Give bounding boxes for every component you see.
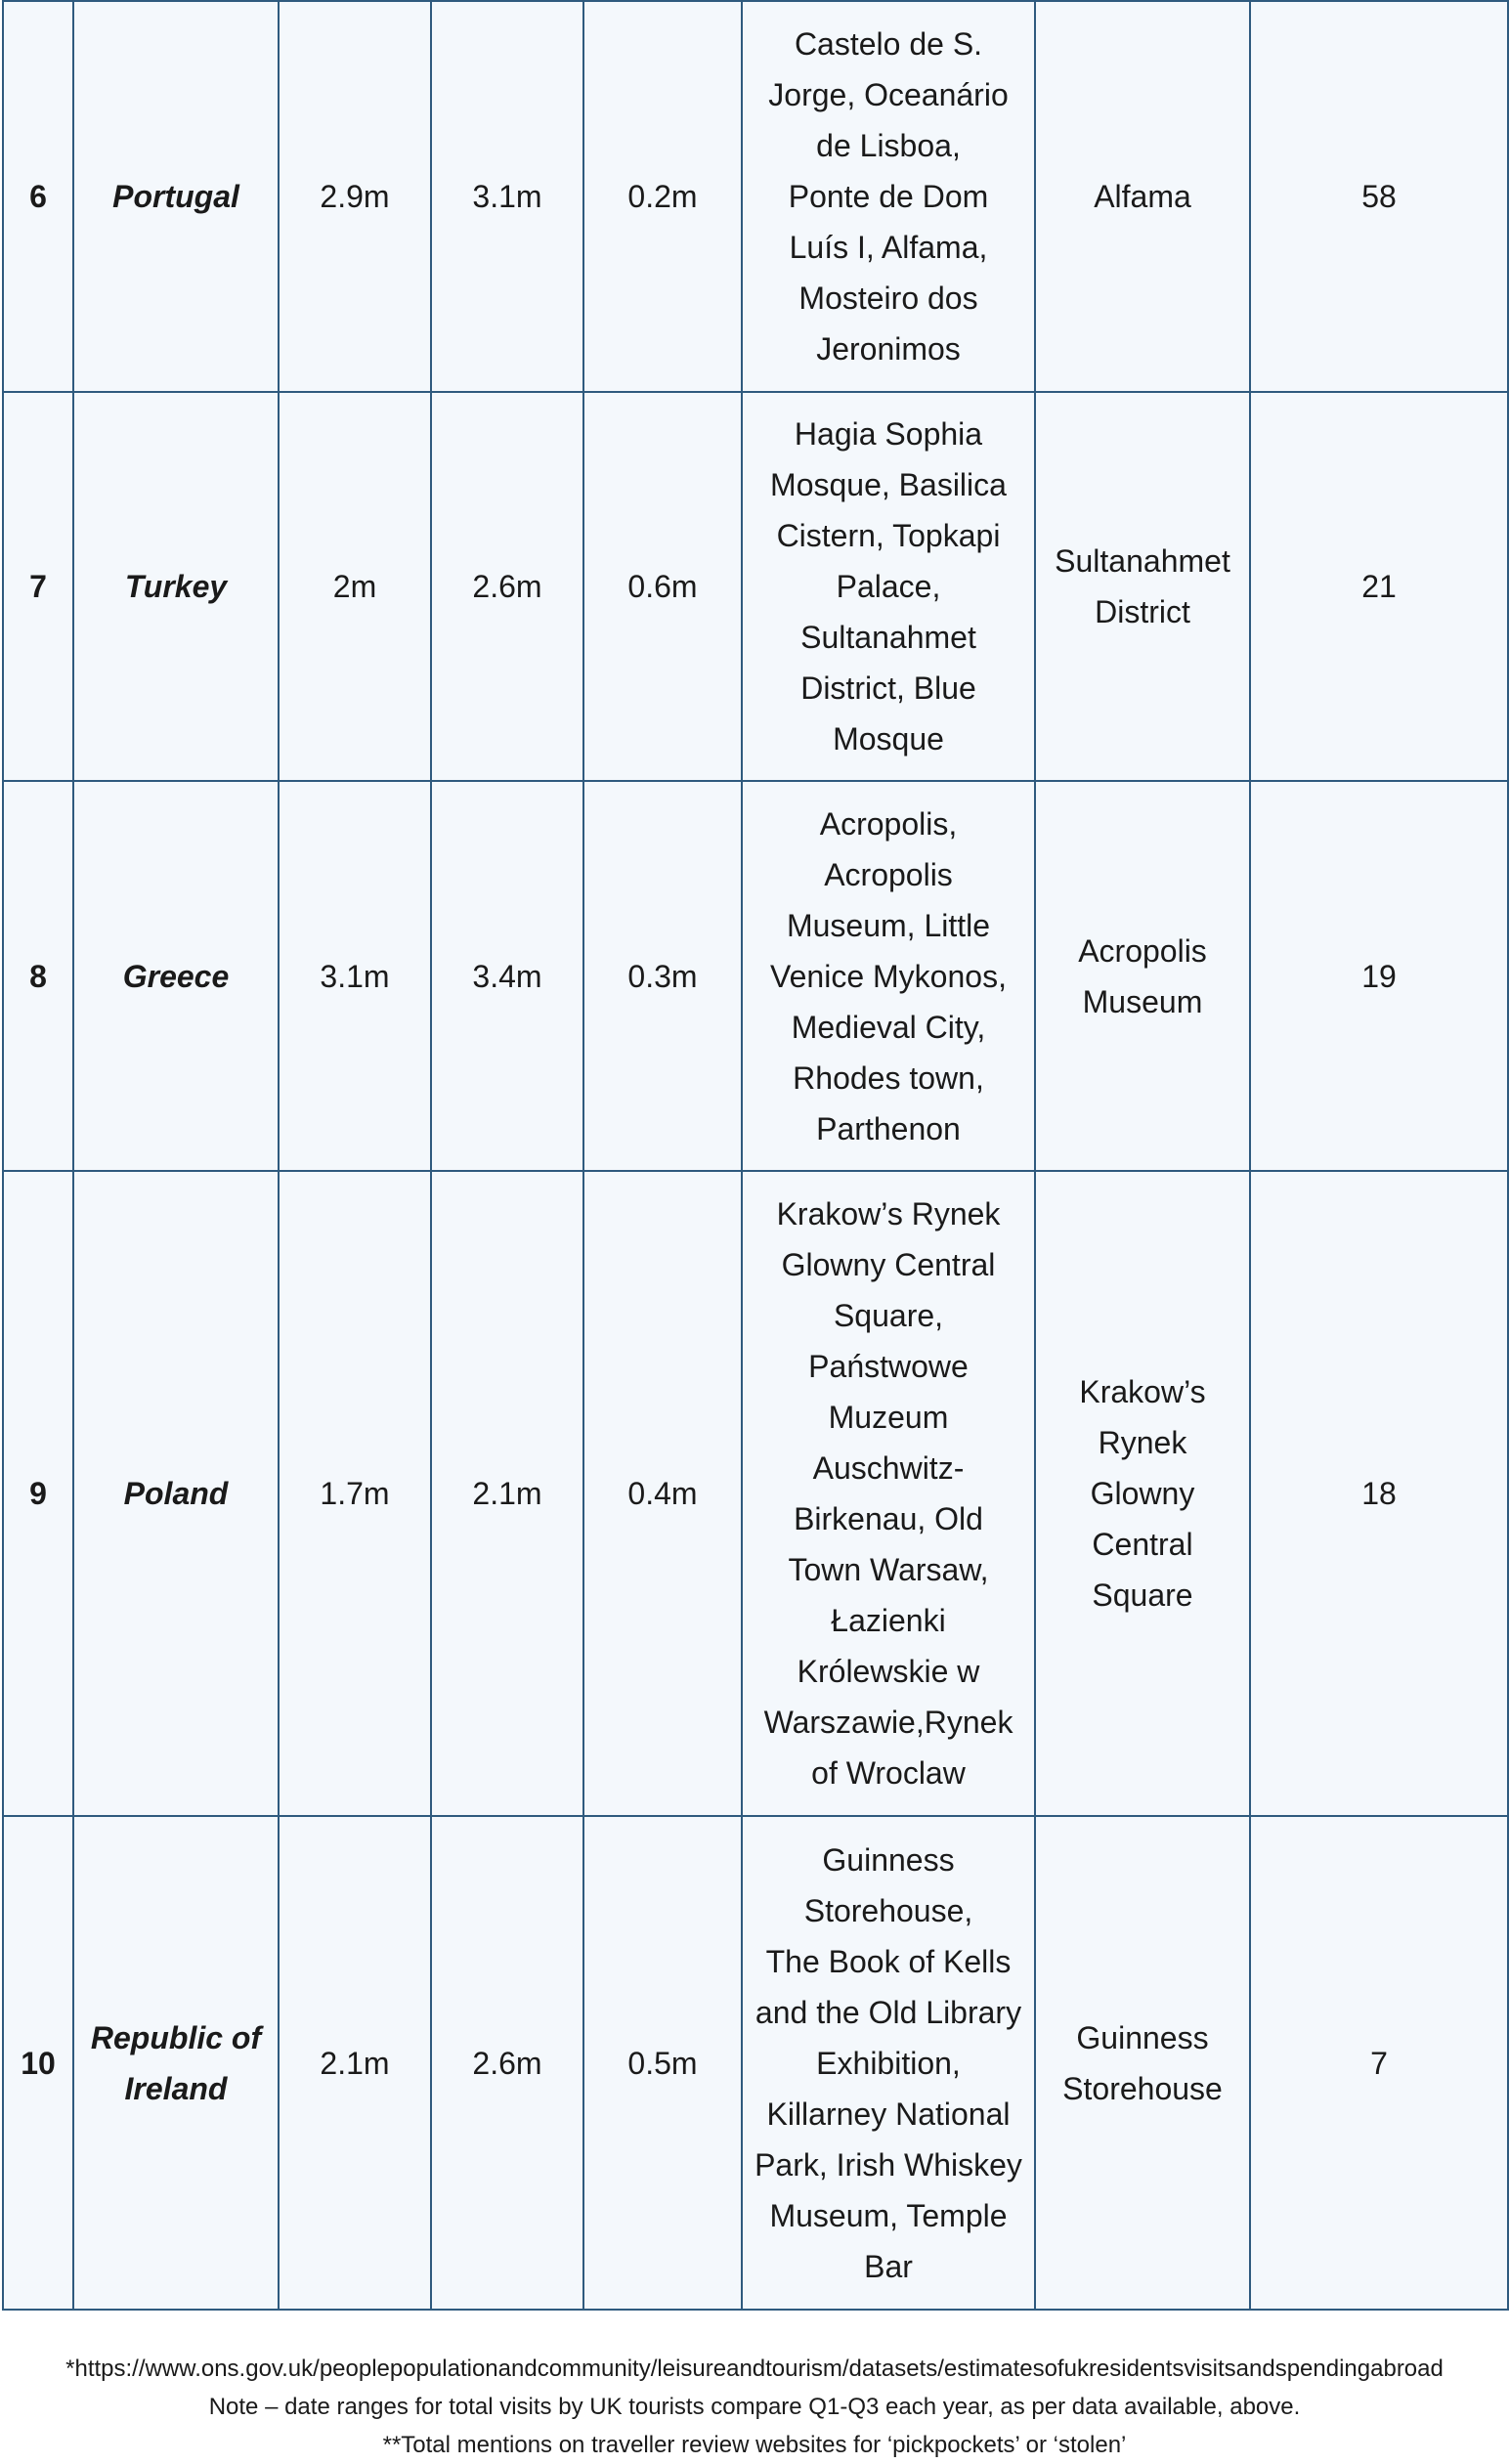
rank-cell: 9: [3, 1171, 73, 1816]
hotspot-line: Krakow’s: [1079, 1374, 1206, 1409]
attractions-line: Mosque, Basilica: [770, 467, 1007, 502]
attractions-line: Acropolis,: [819, 805, 958, 842]
attractions-line: Luís I, Alfama,: [789, 230, 988, 265]
hotspot-line: District: [1095, 594, 1190, 629]
table-row: [3, 1816, 1508, 2310]
attractions-line: Palace,: [836, 569, 941, 604]
attractions-line: Exhibition,: [816, 2045, 961, 2081]
attractions-line: Rhodes town,: [793, 1059, 984, 1096]
hotspot-line: Rynek: [1098, 1425, 1187, 1460]
attractions-line: Parthenon: [816, 1110, 961, 1146]
source-footnote: *https://www.ons.gov.uk/peoplepopulationandcommunity/leisureandtourism/datasets/estimatesofukresidentsvisitsandspendingabroad: [65, 2356, 1444, 2382]
destinations-table: [2, 0, 1509, 2311]
hotspot-line: Sultanahmet: [1055, 543, 1230, 579]
attractions-line: Acropolis: [824, 856, 953, 892]
mentions-footnote: **Total mentions on traveller review websites for ‘pickpockets’ or ‘stolen’: [382, 2432, 1127, 2458]
value-a-cell: 2.9m: [279, 1, 431, 392]
attractions-line: Mosque: [833, 721, 944, 756]
attractions-cell: [742, 781, 1035, 1171]
value-b-cell: 2.6m: [431, 392, 583, 781]
rank-cell: 8: [3, 781, 73, 1171]
hotspot-line: Glowny: [1090, 1476, 1195, 1511]
value-c-cell: 0.6m: [583, 392, 742, 781]
hotspot-line: Guinness: [1076, 2019, 1209, 2055]
table-row: [3, 781, 1508, 1171]
value-b-cell: 3.1m: [431, 1, 583, 392]
attractions-line: Museum, Temple: [769, 2197, 1008, 2233]
value-a-cell: 3.1m: [279, 781, 431, 1171]
attractions-cell: [742, 1, 1035, 392]
hotspot-line: Museum: [1082, 983, 1203, 1019]
attractions-line: of Wroclaw: [811, 1755, 966, 1791]
attractions-cell: [742, 392, 1035, 781]
country-cell: Greece: [73, 781, 279, 1171]
hotspot-line: Square: [1092, 1578, 1193, 1613]
attractions-line: Jeronimos: [816, 331, 961, 367]
mentions-cell: 18: [1250, 1171, 1508, 1816]
table-row: [3, 392, 1508, 781]
mentions-cell: 19: [1250, 781, 1508, 1171]
mentions-cell: 7: [1250, 1816, 1508, 2310]
attractions-line: Krakow’s Rynek: [776, 1196, 1001, 1232]
attractions-line: de Lisboa,: [816, 128, 961, 163]
attractions-line: Birkenau, Old: [794, 1501, 983, 1536]
hotspot-line: Acropolis: [1078, 932, 1207, 969]
attractions-cell: [742, 1171, 1035, 1816]
attractions-line: Museum, Little: [786, 907, 991, 943]
footnotes: [0, 2350, 1509, 2464]
rank-cell: 6: [3, 1, 73, 392]
hotspot-cell: [1035, 1816, 1250, 2310]
hotspot-line: Central: [1092, 1527, 1193, 1562]
country-cell: [73, 1816, 279, 2310]
attractions-line: and the Old Library: [754, 1994, 1022, 2030]
rank-cell: 10: [3, 1816, 73, 2310]
attractions-line: Square,: [833, 1298, 944, 1333]
country-line: Republic of: [90, 2019, 262, 2055]
country-cell: Poland: [73, 1171, 279, 1816]
mentions-cell: 21: [1250, 392, 1508, 781]
attractions-line: Cistern, Topkapi: [776, 518, 1001, 553]
attractions-line: Państwowe: [808, 1349, 969, 1384]
hotspot-cell: [1035, 392, 1250, 781]
rank-cell: 7: [3, 392, 73, 781]
mentions-cell: 58: [1250, 1, 1508, 392]
country-cell: Turkey: [73, 392, 279, 781]
attractions-line: Hagia Sophia: [794, 416, 983, 452]
value-a-cell: 1.7m: [279, 1171, 431, 1816]
country-cell: Portugal: [73, 1, 279, 392]
country-line: Ireland: [124, 2070, 228, 2106]
attractions-line: Castelo de S.: [794, 26, 983, 62]
value-c-cell: 0.4m: [583, 1171, 742, 1816]
value-c-cell: 0.5m: [583, 1816, 742, 2310]
attractions-line: Sultanahmet: [800, 620, 976, 655]
attractions-line: Auschwitz-: [812, 1450, 965, 1486]
value-b-cell: 3.4m: [431, 781, 583, 1171]
hotspot-cell: [1035, 781, 1250, 1171]
attractions-line: Mosteiro dos: [798, 281, 978, 316]
attractions-line: Łazienki: [831, 1603, 946, 1638]
table-row: [3, 1, 1508, 392]
attractions-line: Killarney National: [766, 2096, 1011, 2132]
table-row: [3, 1171, 1508, 1816]
value-b-cell: 2.6m: [431, 1816, 583, 2310]
value-c-cell: 0.2m: [583, 1, 742, 392]
value-a-cell: 2m: [279, 392, 431, 781]
hotspot-cell: [1035, 1171, 1250, 1816]
attractions-cell: [742, 1816, 1035, 2310]
attractions-line: Venice Mykonos,: [770, 958, 1007, 994]
attractions-line: The Book of Kells: [765, 1943, 1012, 1979]
attractions-line: Medieval City,: [791, 1009, 986, 1045]
hotspot-line: Alfama: [1094, 179, 1191, 214]
hotspot-line: Storehouse: [1062, 2070, 1223, 2106]
attractions-line: Ponte de Dom: [788, 179, 989, 214]
value-c-cell: 0.3m: [583, 781, 742, 1171]
attractions-line: Town Warsaw,: [788, 1552, 989, 1587]
attractions-line: Królewskie w: [797, 1654, 980, 1689]
attractions-line: Park, Irish Whiskey: [754, 2146, 1022, 2183]
attractions-line: Glowny Central: [781, 1247, 996, 1282]
attractions-line: Storehouse,: [803, 1892, 973, 1928]
attractions-line: Bar: [864, 2248, 913, 2284]
value-b-cell: 2.1m: [431, 1171, 583, 1816]
attractions-line: Muzeum: [828, 1400, 949, 1435]
value-a-cell: 2.1m: [279, 1816, 431, 2310]
hotspot-cell: [1035, 1, 1250, 392]
date-range-note: Note – date ranges for total visits by UK tourists compare Q1-Q3 each year, as per data available, above.: [208, 2394, 1301, 2420]
attractions-line: District, Blue: [800, 670, 976, 706]
attractions-line: Jorge, Oceanário: [768, 77, 1009, 112]
attractions-line: Warszawie,Rynek: [763, 1705, 1013, 1740]
attractions-line: Guinness: [822, 1841, 955, 1878]
